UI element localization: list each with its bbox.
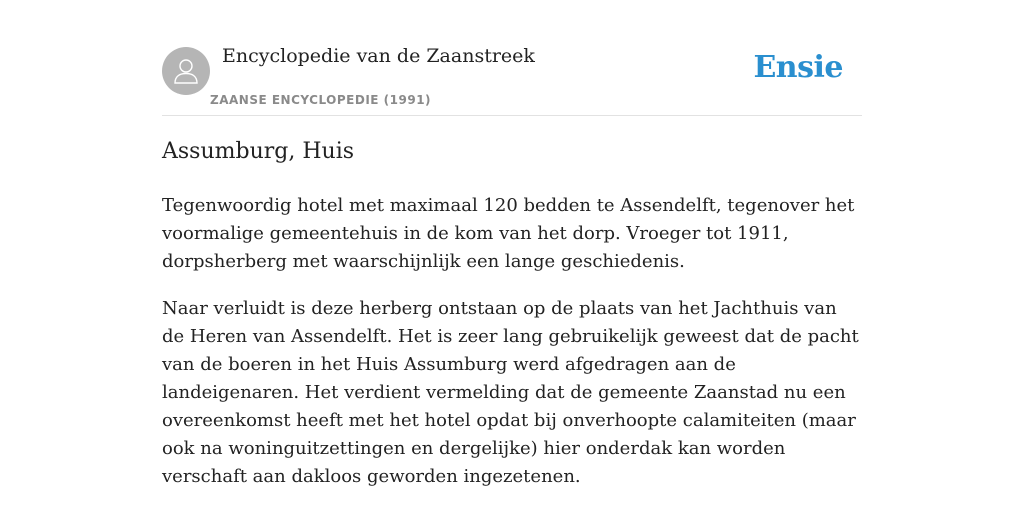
- source-title[interactable]: Encyclopedie van de Zaanstreek: [222, 45, 535, 67]
- user-icon: [171, 56, 201, 86]
- source-subtitle: ZAANSE ENCYCLOPEDIE (1991): [210, 93, 432, 107]
- article-paragraph-1: Tegenwoordig hotel met maximaal 120 bedden te Assendelft, tegenover het voormalige gemeentehuis in de kom van het dorp. Vroeger tot 1911, dorpsherberg met waarschijnlijk een lange geschiedenis.: [162, 195, 855, 272]
- article-container: [162, 0, 862, 487]
- article-paragraph-2: Naar verluidt is deze herberg ontstaan op de plaats van het Jachthuis van de Heren van Assendelft. Het is zeer lang gebruikelijk geweest dat de pacht van de boeren in het Huis Assumburg werd afgedragen aan de landeigenaren. Het verdient vermelding dat de gemeente Zaanstad nu een overeenkomst heeft met het hotel opdat bij onverhoopte calamiteiten (maar ook na woninguitzettingen en dergelijke) hier onderdak kan worden verschaft aan dakloos geworden ingezetenen.: [162, 298, 859, 487]
- source-header: [162, 0, 862, 116]
- source-avatar[interactable]: [162, 47, 210, 95]
- brand-logo[interactable]: Ensie: [753, 50, 843, 85]
- article-title: Assumburg, Huis: [162, 139, 355, 164]
